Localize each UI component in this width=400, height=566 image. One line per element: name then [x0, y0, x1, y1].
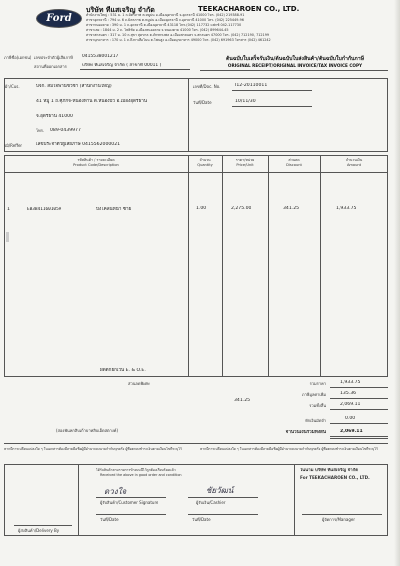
refer-value: เลขประจำตัวผู้เสียภาษี 0415562000021 [36, 142, 121, 147]
doc-no-value: I12-20110011 [235, 83, 268, 88]
company-name-th: บริษัท ทีแสเจริญ จำกัด [86, 6, 155, 14]
deposit-label: หักเงินมัดจำ [305, 418, 326, 423]
col-price-th: ราคา/หน่วย [235, 158, 255, 162]
tax-id-value: 0415538001217 [82, 54, 119, 59]
vat-value: 135.36 [340, 391, 357, 396]
customer-handwriting: ดวงใจ [104, 487, 127, 496]
doc-title-th: ต้นฉบับใบเสร็จรับเงิน/ต้นฉบับใบส่งสินค้า/ต้นฉบับใบกำกับภาษี [225, 56, 365, 62]
received-note-th: ได้รับสินค้าตามรายการข้างบนนี้ไว้ถูกต้องเรียบร้อยแล้ว [96, 468, 176, 472]
row-discount: 341.25 [283, 206, 300, 211]
customer-address-2: จ.อุดรธานี 41000 [36, 114, 73, 119]
branch-line-1: สำนักงานใหญ่ : 531 ม. 1 ถ.มิตรภาพ ต.หมูม่น อ.เมืองอุดรธานี จ.อุดรธานี 41000 โทร. (042) 219388-91 [86, 13, 245, 17]
doc-date-label: วันที่/Date [193, 100, 212, 105]
date-label-1: วันที่/Date [100, 517, 119, 522]
amount-in-words: (สองพันหกสิบเก้าบาทสิบเอ็ดสตางค์) [56, 428, 119, 433]
vat-label: ภาษีมูลค่าเพิ่ม [301, 392, 326, 397]
branch-line-5: สาขาสกลนคร : 317 ม. 10 ถ.สุขา สุดขาล ต.ภัทรทรงพล อ.เมืองสกลนคร จ.สกลนคร 47000 โทร. (042) 712190, 712199 [86, 33, 270, 37]
col-product-en: Product Code/Description [73, 163, 119, 167]
total-label: รวมทั้งสิ้น [309, 403, 326, 408]
col-product-th: รหัสสินค้า / รายละเอียด [77, 158, 115, 162]
branch-label: สถานที่ออกเอกสาร [34, 64, 67, 69]
terms-right: หากมีการเปลี่ยนแปลงใด ๆ ในเอกสารต้องมีลายมือชื่อผู้มีอำนาจลงนามกำกับทุกครั้ง ผู้ซื้อตกลงชำระเงินตามเงื่อนไขที่ระบุไว้ [200, 447, 378, 451]
manager-label: ผู้จัดการ/Manager [322, 517, 355, 522]
customer-signature-label: ผู้รับสินค้า/Customer Signature [100, 500, 159, 505]
phone-value: 089-0439977 [50, 128, 81, 133]
items-table [4, 155, 388, 377]
company-sign-en: For TEEKACHAROEN CO., LTD. [300, 475, 370, 480]
doc-no-label: เลขที่/Doc. No. [193, 84, 221, 89]
ford-logo [36, 9, 82, 28]
col-amount-th: จำนวนเงิน [345, 158, 363, 162]
col-discount-en: Discount [286, 163, 302, 167]
delivery-label: ผู้ส่งสินค้า/Delivery By [18, 528, 60, 533]
punch-hole [6, 232, 9, 242]
page-edge-shadow [394, 0, 400, 566]
branch-line-2: สาขาอุดรธานี : 794 ม. 6 ถ.มิตรภาพ ต.หมูม่น อ.เมืองอุดรธานี จ.อุดรธานี 41000 โทร. (042) 225449-96 [86, 18, 244, 22]
subtotal-label: รวมราคา [309, 381, 326, 386]
branch-line-4: สาขาเลย : 1844 ม. 2 ถ. โพธิ์ชัย อ.เมืองหนองคาย จ.หนองคาย 41000 โทร. (042) 899644-45 [86, 28, 229, 32]
cashier-label: ผู้รับเงิน/Cashier [196, 500, 226, 505]
col-discount-th: ส่วนลด [288, 158, 300, 162]
company-sign-th: ในนาม บริษัท ทีแสเจริญ จำกัด [300, 468, 359, 473]
doc-date-value: 10/11/30 [235, 99, 256, 104]
row-qty: 1.00 [196, 206, 207, 211]
customer-name: บจก. สมใจพานิชวิชา (สำนักงานใหญ่) [36, 84, 112, 89]
col-qty-en: Quantity [197, 163, 213, 167]
row-number: 1 [7, 207, 10, 212]
date-label-2: วันที่/Date [192, 517, 211, 522]
row-description: บังโคลนหน้า ซ้าย [96, 207, 132, 212]
col-qty-th: จำนวน [199, 158, 211, 162]
received-note-en: Received the above in good order and condition [100, 473, 182, 477]
customer-label: ผ้า/Cus. [5, 84, 20, 89]
col-amount-en: Amount [346, 163, 362, 167]
branch-value: บริษัท ทีแสเจริญ จำกัด ( สาขาที่ 00011 ) [82, 63, 162, 68]
customer-address-1: 41 หมู่ 1 ถ.ศุภกิจ-หนองหาน ต.หนองบัว อ.เมืองอุดรธานี [36, 99, 148, 104]
left-stub: ภาษีชื่อ(เอกชน) [4, 55, 32, 60]
row-price: 2,275.00 [231, 206, 252, 211]
subtotal-value: 1,933.75 [340, 380, 361, 385]
branch-line-3: สาขาหนองคาย : 390 ม. 1 ถ.อุดรธานี ต.เมืองอุดรธานี 43118 โทร.(042) 117732 แฟกซ์ 042-117730 [86, 23, 242, 27]
terms-left: หากมีการเปลี่ยนแปลงใด ๆ ในเอกสารต้องมีลายมือชื่อผู้มีอำนาจลงนามกำกับทุกครั้ง ผู้ซื้อตกลงชำระเงินตามเงื่อนไขที่ระบุไว้ [4, 447, 182, 451]
row-amount: 1,933.75 [336, 206, 357, 211]
phone-label: โทร. [36, 128, 45, 133]
tax-id-label: เลขประจำตัวผู้เสียภาษี [34, 55, 73, 60]
total-value: 2,069.11 [340, 402, 361, 407]
cashier-handwriting: ชัยวัฒน์ [206, 486, 234, 495]
branch-line-6: สาขามุกดาหาร : 170 ม. 1 ถ.ถึงกาเสือโนน ต.โพนสูง อ.เมืองมุกดาหาร 49000 โทร. (042) 691963 โทรสาร (042) 461242 [86, 38, 271, 42]
grand-total-label: จำนวนเงินรวมทั้งสิ้น [285, 430, 326, 435]
refer-label: รมิ/Reffer [4, 143, 23, 148]
deposit-value: 0.00 [345, 416, 356, 421]
logo-text: Ford [46, 13, 72, 24]
table-footnote: ผิดตกยกเว้น E. & O.E. [100, 368, 146, 373]
company-name-en: TEEKACHAROEN CO., LTD. [198, 5, 300, 13]
discount-sum: 341.25 [234, 398, 251, 403]
grand-total-value: 2,069.11 [340, 429, 363, 434]
special-discount-label: ส่วนลดพิเศษ [128, 381, 150, 386]
doc-title-en: ORIGINAL RECEIPT/ORIGINAL INVOICE/TAX INVOICE COPY [227, 63, 363, 68]
col-price-en: Price/Unit [236, 163, 254, 167]
row-code: EB3B41160105A [27, 207, 62, 212]
